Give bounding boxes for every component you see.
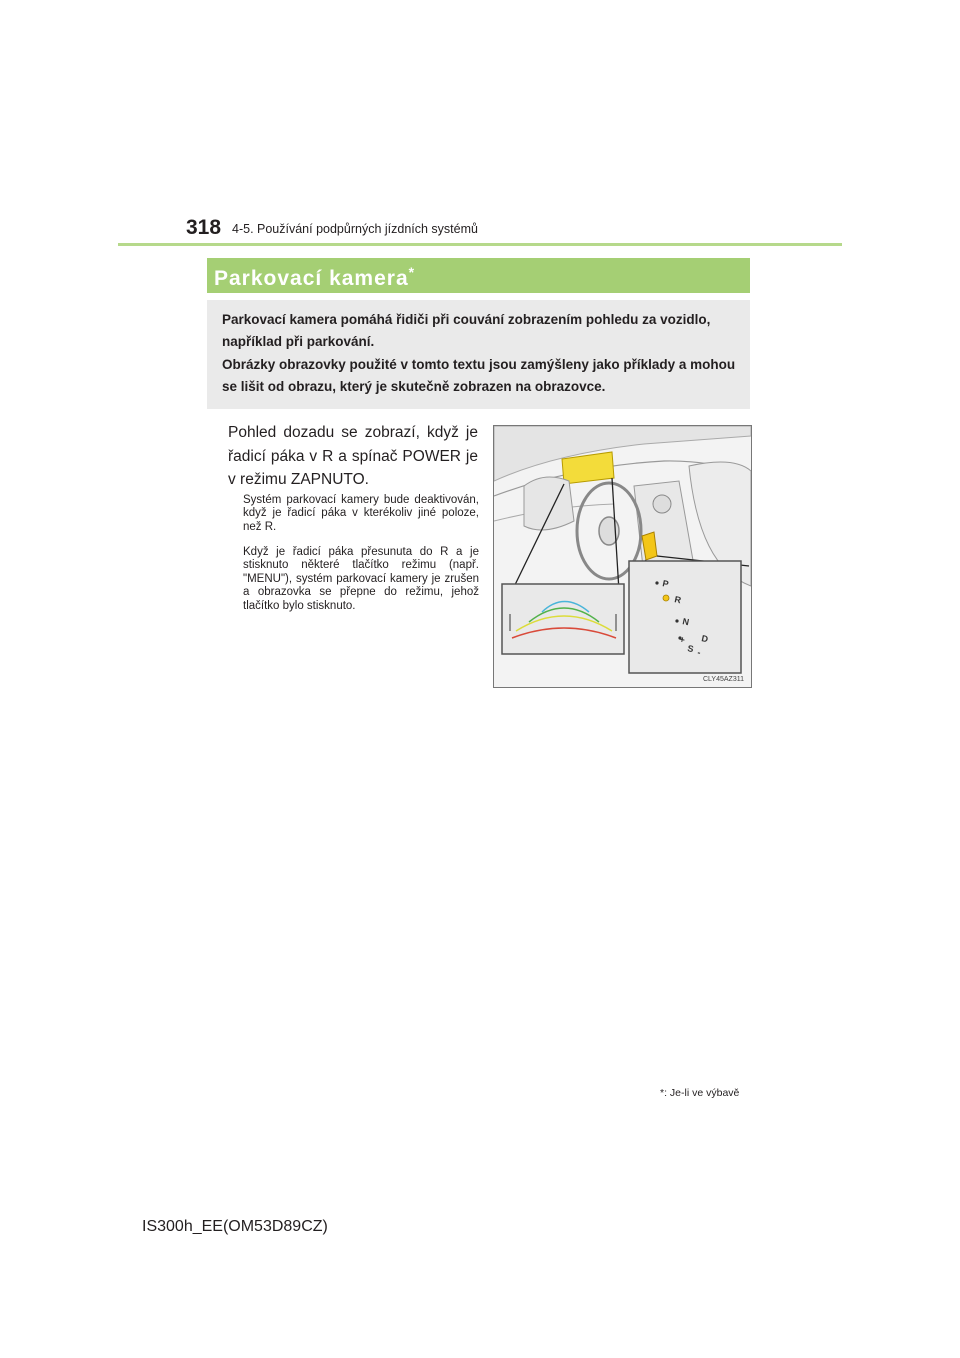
document-id: IS300h_EE(OM53D89CZ) [142,1218,328,1235]
note-paragraph-1: Systém parkovací kamery bude deaktivován, když je řadicí páka v kterékoliv jiné poloze, než R. [243,494,479,533]
page-number: 318 [186,216,222,239]
shift-position-indicator [663,595,669,601]
footnote-mark: * [660,1087,665,1099]
section-heading-text: Parkovací kamera [214,267,409,290]
dashboard-illustration [494,426,751,687]
camera-view-inset [502,584,624,654]
note-paragraph-2: Když je řadicí páka přesunuta do R a je stisknuto některé tlačítko režimu (např. "MENU"), systém parkovací kamery je zrušen a obrazovka se přepne do režimu, jehož tlačítko bylo stisknuto. [243,546,479,612]
parking-camera-illustration [493,425,752,688]
section-title: 4-5. Používání podpůrných jízdních systémů [232,222,478,236]
shift-label-s: S [686,643,695,655]
intro-box [207,300,750,409]
header-rule [118,243,842,246]
section-heading [214,264,415,291]
body-paragraph: Pohled dozadu se zobrazí, když je řadicí páka v R a spínač POWER je v režimu ZAPNUTO. [228,424,478,488]
optional-equipment-mark: * [408,264,416,280]
illustration-code: CLY45AZ311 [703,676,744,683]
footnote-text: : Je-li ve výbavě [664,1087,740,1099]
shift-label-p: P [661,578,670,590]
footnote [660,1087,739,1099]
shift-label-r: R [673,594,683,606]
shift-label-n: N [681,616,691,628]
shift-label-d: D [700,633,710,645]
shift-label-minus: - [696,647,702,658]
intro-paragraph-2: Obrázky obrazovky použité v tomto textu jsou zamýšleny jako příklady a mohou se lišit od obrazu, který je skutečně zobrazen na obrazovce. [222,357,736,394]
intro-paragraph-1: Parkovací kamera pomáhá řidiči při couvání zobrazením pohledu za vozidlo, například při parkování. [222,312,711,349]
display-screen [562,452,614,484]
shift-label-plus: + [678,634,686,646]
